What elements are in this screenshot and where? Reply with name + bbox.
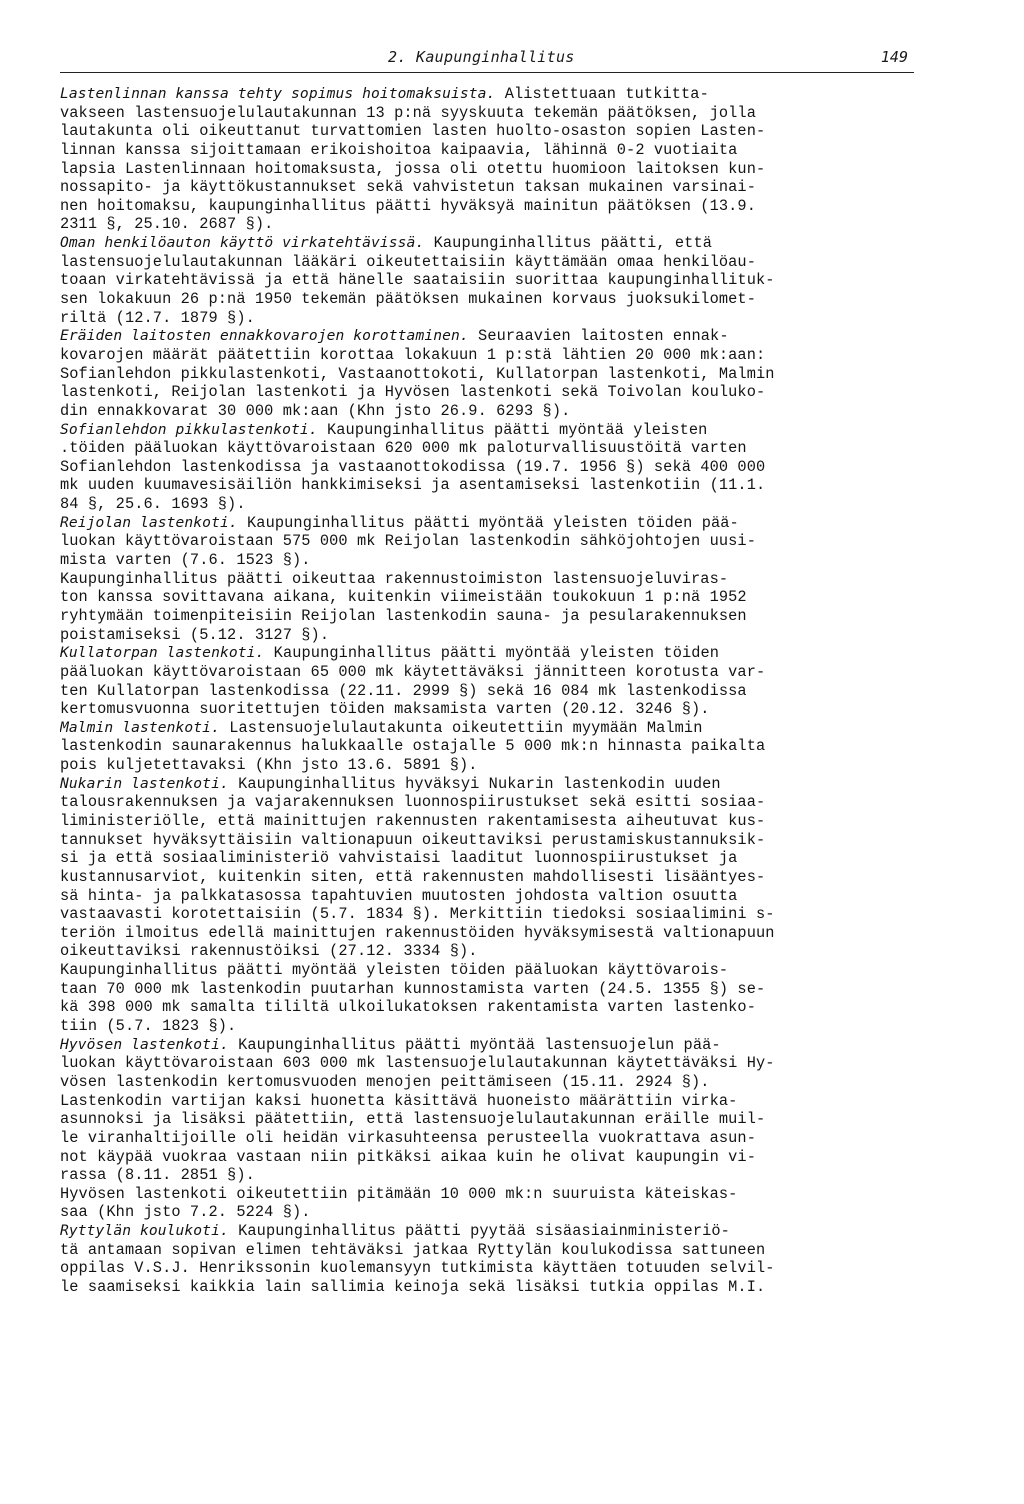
line-text: riltä (12.7. 1879 §). (60, 308, 255, 327)
text-line (60, 1054, 918, 1073)
line-text: din ennakkovarat 30 000 mk:aan (Khn jsto 26.9. 6293 §). (60, 401, 571, 420)
text-line (60, 514, 918, 533)
text-line (60, 887, 918, 906)
text-line (60, 1073, 918, 1092)
line-text: rassa (8.11. 2851 §). (60, 1166, 255, 1185)
text-line (60, 626, 918, 645)
line-text: mista varten (7.6. 1523 §). (60, 551, 311, 570)
text-line (60, 383, 918, 402)
text-line (60, 421, 918, 440)
line-text: pois kuljetettavaksi (Khn jsto 13.6. 5891 §). (60, 756, 478, 775)
line-text: mk uuden kuumavesisäiliön hankkimiseksi ja asentamiseksi lastenkotiin (11.1. (60, 476, 766, 495)
text-line (60, 1092, 918, 1111)
text-line (60, 812, 918, 831)
text-line (60, 607, 918, 626)
line-text: nen hoitomaksu, kaupunginhallitus päätti hyväksyä mainitun päätöksen (13.9. (60, 196, 756, 215)
line-text: Kaupunginhallitus päätti oikeuttaa rakennustoimiston lastensuojeluviras- (60, 569, 729, 588)
line-text: toaan virkatehtävissä ja että hänelle saataisiin suorittaa kaupunginhallituk- (60, 271, 775, 290)
text-line (60, 924, 918, 943)
line-text: ten Kullatorpan lastenkodissa (22.11. 2999 §) sekä 16 084 mk lastenkodissa (60, 681, 747, 700)
text-line (60, 234, 918, 253)
text-line (60, 122, 918, 141)
text-line (60, 663, 918, 682)
line-text: oikeuttaviksi rakennustöiksi (27.12. 3334 §). (60, 942, 478, 961)
line-text: tannukset hyväksyttäisiin valtionapuun oikeuttaviksi perustamiskustannuksik- (60, 830, 766, 849)
text-line (60, 104, 918, 123)
line-text: poistamiseksi (5.12. 3127 §). (60, 625, 330, 644)
line-text: Sofianlehdon pikkulastenkoti, Vastaanottokoti, Kullatorpan lastenkoti, Malmin (60, 364, 775, 383)
line-text: linnan kanssa sijoittamaan erikoishoitoa kaipaavia, lähinnä 0-2 vuotiaita (60, 140, 738, 159)
text-line (60, 1203, 918, 1222)
line-text: saa (Khn jsto 7.2. 5224 §). (60, 1203, 311, 1222)
text-line (60, 737, 918, 756)
line-text: Kaupunginhallitus päätti pyytää sisäasiainministeriö- (228, 1222, 730, 1241)
line-text: Kaupunginhallitus päätti myöntää yleisten töiden pää- (237, 513, 739, 532)
line-text: lastenkodin saunarakennus halukkaalle ostajalle 5 000 mk:n hinnasta paikalta (60, 737, 766, 756)
text-line (60, 588, 918, 607)
line-text: oppilas V.S.J. Henrikssonin kuolemansyyn tutkimista käyttäen totuuden selvil- (60, 1259, 775, 1278)
line-text: Kaupunginhallitus päätti myöntää yleisten töiden (264, 644, 720, 663)
text-line (60, 160, 918, 179)
text-line (60, 365, 918, 384)
text-line (60, 1148, 918, 1167)
line-text: ton kanssa sovittavana aikana, kuitenkin viimeistään toukokuun 1 p:nä 1952 (60, 588, 747, 607)
line-text: teriön ilmoitus edellä mainittujen rakennustöiden hyväksymisestä valtionapuun (60, 923, 775, 942)
text-line (60, 551, 918, 570)
line-text: luokan käyttövaroistaan 575 000 mk Reijolan lastenkodin sähköjohtojen uusi- (60, 532, 756, 551)
text-line (60, 290, 918, 309)
text-line (60, 1129, 918, 1148)
line-text: talousrakennuksen ja vajarakennuksen luonnospiirustukset sekä esitti sosiaa- (60, 793, 766, 812)
text-line (60, 868, 918, 887)
text-line (60, 905, 918, 924)
document-body (60, 85, 918, 1297)
section-heading: Nukarin lastenkoti. (60, 774, 229, 792)
line-text: taan 70 000 mk lastenkodin puutarhan kunnostamista varten (24.5. 1355 §) se- (60, 979, 766, 998)
text-line (60, 998, 918, 1017)
section-heading: Eräiden laitosten ennakkovarojen korottaminen. (60, 327, 469, 345)
line-text: le viranhaltijoille oli heidän virkasuhteensa perusteella vuokrattava asun- (60, 1128, 756, 1147)
line-text: vösen lastenkodin kertomusvuoden menojen peittämiseen (15.11. 2924 §). (60, 1072, 710, 1091)
section-heading: Malmin lastenkoti. (60, 718, 220, 736)
text-line (60, 495, 918, 514)
text-line (60, 942, 918, 961)
line-text: lapsia Lastenlinnaan hoitomaksusta, jossa oli otettu huomioon laitoksen kun- (60, 159, 766, 178)
section-heading: Reijolan lastenkoti. (60, 513, 238, 531)
line-text: kä 398 000 mk samalta tililtä ulkoilukatoksen rakentamista varten lastenko- (60, 998, 756, 1017)
line-text: vakseen lastensuojelulautakunnan 13 p:nä syyskuuta tekemän päätöksen, jolla (60, 103, 756, 122)
line-text: lautakunta oli oikeuttanut turvattomien lasten huolto-osaston sopien Lasten- (60, 122, 766, 141)
line-text: Alistettuaan tutkitta- (495, 85, 709, 103)
text-line (60, 346, 918, 365)
section-heading: Hyvösen lastenkoti. (60, 1035, 229, 1053)
line-text: Kaupunginhallitus päätti, että (424, 234, 713, 253)
line-text: kustannusarviot, kuitenkin siten, että rakennusten mahdollisesti lisääntyes- (60, 867, 766, 886)
line-text: kovarojen määrät päätettiin korottaa lokakuun 1 p:stä lähtien 20 000 mk:aan: (60, 345, 766, 364)
section-heading: Oman henkilöauton käyttö virkatehtävissä. (60, 234, 425, 252)
line-text: 2311 §, 25.10. 2687 §). (60, 215, 274, 234)
line-text: vastaavasti korotettaisiin (5.7. 1834 §). Merkittiin tiedoksi sosiaalimini s- (60, 905, 775, 924)
line-text: lastenkoti, Reijolan lastenkoti ja Hyvösen lastenkoti sekä Toivolan kouluko- (60, 383, 766, 402)
text-line (60, 476, 918, 495)
text-line (60, 309, 918, 328)
text-line (60, 178, 918, 197)
section-heading: Sofianlehdon pikkulastenkoti. (60, 420, 318, 438)
text-line (60, 849, 918, 868)
text-line (60, 197, 918, 216)
text-line (60, 570, 918, 589)
line-text: pääluokan käyttövaroistaan 65 000 mk käytettäväksi jännitteen korotusta var- (60, 662, 766, 681)
line-text: ryhtymään toimenpiteisiin Reijolan lastenkodin sauna- ja pesularakennuksen (60, 606, 747, 625)
line-text: Hyvösen lastenkoti oikeutettiin pitämään 10 000 mk:n suuruista käteiskas- (60, 1184, 738, 1203)
line-text: si ja että sosiaaliministeriö vahvistaisi laaditut luonnospiirustukset ja (60, 849, 738, 868)
page-number: 149 (880, 48, 908, 66)
text-line (60, 756, 918, 775)
text-line (60, 1222, 918, 1241)
text-line (60, 1166, 918, 1185)
text-line (60, 1036, 918, 1055)
line-text: asunnoksi ja lisäksi päätettiin, että lastensuojelulautakunnan eräille muil- (60, 1110, 766, 1129)
text-line (60, 682, 918, 701)
text-line (60, 961, 918, 980)
text-line (60, 253, 918, 272)
line-text: liministeriölle, että mainittujen rakennusten rakentamisesta aiheutuvat kus- (60, 811, 766, 830)
line-text: Sofianlehdon lastenkodissa ja vastaanottokodissa (19.7. 1956 §) sekä 400 000 (60, 457, 766, 476)
line-text: Kaupunginhallitus päätti myöntää yleisten (317, 420, 708, 439)
line-text: Kaupunginhallitus hyväksyi Nukarin lastenkodin uuden (228, 774, 721, 793)
text-line (60, 793, 918, 812)
text-line (60, 439, 918, 458)
line-text: Seuraavien laitosten ennak- (468, 327, 729, 346)
text-line (60, 402, 918, 421)
text-line (60, 1278, 918, 1297)
page-header (60, 42, 914, 73)
text-line (60, 1110, 918, 1129)
text-line (60, 700, 918, 719)
section-title: 2. Kaupunginhallitus (388, 48, 575, 66)
text-line (60, 644, 918, 663)
line-text: sen lokakuun 26 p:nä 1950 tekemän päätöksen mukainen korvaus juoksukilomet- (60, 290, 756, 309)
text-line (60, 1185, 918, 1204)
line-text: not käypää vuokraa vastaan niin pitkäksi aikaa kuin he olivat kaupungin vi- (60, 1147, 756, 1166)
line-text: luokan käyttövaroistaan 603 000 mk lastensuojelulautakunnan käytettäväksi Hy- (60, 1054, 775, 1073)
line-text: sä hinta- ja palkkatasossa tapahtuvien muutosten johdosta valtion osuutta (60, 886, 738, 905)
line-text: le saamiseksi kaikkia lain sallimia keinoja sekä lisäksi tutkia oppilas M.I. (60, 1278, 766, 1296)
line-text: kertomusvuonna suoritettujen töiden maksamista varten (20.12. 3246 §). (60, 700, 710, 719)
text-line (60, 215, 918, 234)
text-line (60, 719, 918, 738)
text-line (60, 271, 918, 290)
line-text: .töiden pääluokan käyttövaroistaan 620 000 mk paloturvallisuustöitä varten (60, 439, 747, 458)
text-line (60, 775, 918, 794)
text-line (60, 327, 918, 346)
text-line (60, 1259, 918, 1278)
text-line (60, 980, 918, 999)
section-heading: Kullatorpan lastenkoti. (60, 644, 265, 662)
text-line (60, 532, 918, 551)
text-line (60, 85, 918, 104)
line-text: tiin (5.7. 1823 §). (60, 1017, 237, 1036)
text-line (60, 141, 918, 160)
line-text: Lastenkodin vartijan kaksi huonetta käsittävä huoneisto määrättiin virka- (60, 1091, 738, 1110)
text-line (60, 1241, 918, 1260)
text-line (60, 1017, 918, 1036)
line-text: 84 §, 25.6. 1693 §). (60, 495, 246, 514)
text-line (60, 831, 918, 850)
section-heading: Lastenlinnan kanssa tehty sopimus hoitomaksuista. (60, 85, 496, 102)
text-line (60, 458, 918, 477)
line-text: Lastensuojelulautakunta oikeutettiin myymään Malmin (219, 718, 703, 737)
line-text: nossapito- ja käyttökustannukset sekä vahvistetun taksan mukainen varsinai- (60, 178, 756, 197)
line-text: lastensuojelulautakunnan lääkäri oikeutettaisiin käyttämään omaa henkilöau- (60, 252, 756, 271)
line-text: tä antamaan sopivan elimen tehtäväksi jatkaa Ryttylän koulukodissa sattuneen (60, 1240, 766, 1259)
line-text: Kaupunginhallitus päätti myöntää lastensuojelun pää- (228, 1035, 721, 1054)
line-text: Kaupunginhallitus päätti myöntää yleisten töiden pääluokan käyttövarois- (60, 961, 729, 980)
section-heading: Ryttylän koulukoti. (60, 1222, 229, 1240)
